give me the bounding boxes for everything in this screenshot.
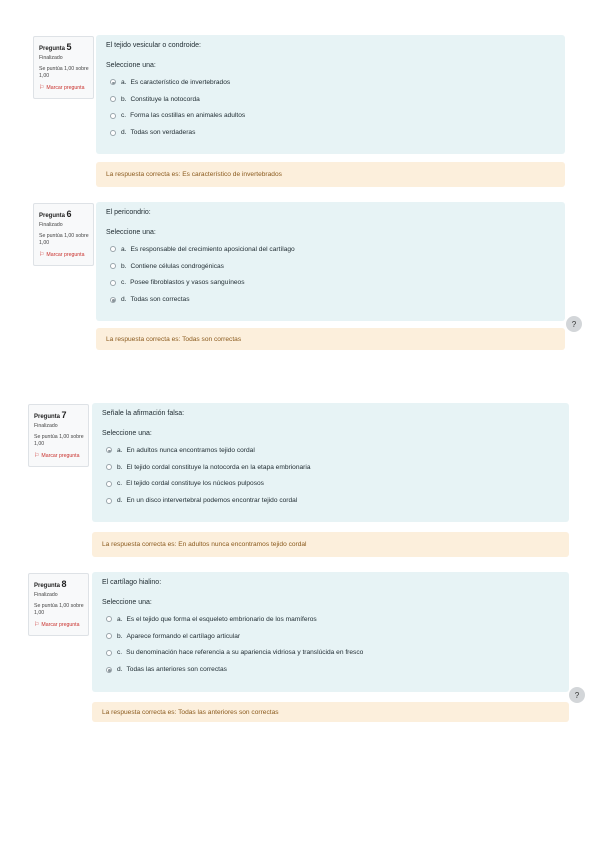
question-grade: Se puntúa 1,00 sobre 1,00 (39, 65, 89, 80)
answer-letter: b. (117, 463, 123, 471)
answer-letter: d. (117, 666, 123, 674)
radio-button[interactable] (110, 79, 116, 85)
flag-icon: ⚐ (34, 453, 40, 460)
flag-label: Marcar pregunta (46, 252, 85, 259)
answer-option-b[interactable] (102, 628, 559, 645)
radio-button[interactable] (106, 650, 112, 656)
answer-option-d[interactable] (102, 492, 559, 509)
correct-answer-feedback: La respuesta correcta es: Todas las anteriores son correctas (92, 702, 569, 722)
answer-list (106, 74, 555, 141)
answer-letter: b. (117, 632, 123, 640)
answer-option-d[interactable] (106, 124, 555, 141)
flag-question-link[interactable] (39, 251, 89, 259)
question-info (28, 404, 89, 467)
question-grade: Se puntúa 1,00 sobre 1,00 (34, 433, 84, 448)
correct-answer-feedback: La respuesta correcta es: En adultos nunca encontramos tejido cordal (92, 532, 569, 557)
answer-letter: c. (121, 279, 127, 287)
answer-text: Forma las costillas en animales adultos (130, 112, 246, 120)
answer-letter: d. (121, 129, 127, 137)
flag-question-link[interactable] (34, 452, 84, 460)
answer-letter: d. (117, 497, 123, 505)
flag-question-link[interactable] (34, 621, 84, 629)
question-state: Finalizado (34, 422, 58, 429)
correct-answer-feedback: La respuesta correcta es: Todas son correctas (96, 328, 565, 350)
question-number: 6 (66, 209, 72, 219)
question-text: Señale la afirmación falsa: (102, 410, 185, 417)
answer-option-d[interactable] (106, 291, 555, 308)
question-info (33, 203, 94, 266)
question-state: Finalizado (34, 591, 58, 598)
answer-prompt: Seleccione una: (106, 229, 156, 236)
radio-button[interactable] (110, 297, 116, 303)
answer-text: El tejido cordal constituye la notocorda en la etapa embrionaria (126, 463, 311, 471)
question-text: El cartílago hialino: (102, 579, 162, 586)
answer-option-a[interactable] (106, 241, 555, 258)
question-label: Pregunta (39, 46, 66, 52)
question-label: Pregunta (34, 414, 61, 420)
radio-button[interactable] (106, 616, 112, 622)
question-state: Finalizado (39, 221, 63, 228)
question-number: 7 (61, 410, 67, 420)
answer-letter: a. (117, 615, 123, 623)
answer-text: Todas son verdaderas (130, 129, 196, 137)
radio-button[interactable] (110, 96, 116, 102)
answer-list (106, 241, 555, 308)
radio-button[interactable] (110, 280, 116, 286)
flag-icon: ⚐ (39, 85, 45, 92)
answer-option-a[interactable] (102, 442, 559, 459)
question-text: El pericondrio: (106, 209, 151, 216)
flag-label: Marcar pregunta (41, 622, 80, 629)
question-label: Pregunta (39, 213, 66, 219)
answer-letter: c. (117, 480, 123, 488)
question-formulation (92, 572, 569, 692)
help-button[interactable]: ? (566, 316, 582, 332)
answer-letter: b. (121, 95, 127, 103)
answer-prompt: Seleccione una: (106, 62, 156, 69)
answer-text: Es característico de invertebrados (130, 78, 231, 86)
question-number: 5 (66, 42, 72, 52)
answer-letter: a. (121, 78, 127, 86)
flag-label: Marcar pregunta (41, 453, 80, 460)
question-formulation (96, 35, 565, 154)
answer-option-c[interactable] (106, 275, 555, 292)
question-text: El tejido vesicular o condroide: (106, 42, 201, 49)
flag-icon: ⚐ (39, 252, 45, 259)
flag-icon: ⚐ (34, 622, 40, 629)
answer-option-c[interactable] (102, 645, 559, 662)
flag-label: Marcar pregunta (46, 85, 85, 92)
radio-button[interactable] (110, 246, 116, 252)
answer-letter: b. (121, 262, 127, 270)
question-info (28, 573, 89, 636)
answer-letter: a. (121, 245, 127, 253)
answer-text: Es el tejido que forma el esqueleto embrionario de los mamíferos (126, 615, 317, 623)
radio-button[interactable] (110, 263, 116, 269)
answer-text: Su denominación hace referencia a su apariencia vidriosa y translúcida en fresco (126, 649, 364, 657)
help-button[interactable]: ? (569, 687, 585, 703)
question-number: 8 (61, 579, 67, 589)
answer-text: El tejido cordal constituye los núcleos pulposos (126, 480, 264, 488)
answer-text: Constituye la notocorda (130, 95, 200, 103)
flag-question-link[interactable] (39, 84, 89, 92)
answer-option-c[interactable] (106, 108, 555, 125)
answer-text: Contiene células condrogénicas (130, 262, 224, 270)
radio-button[interactable] (110, 130, 116, 136)
radio-button[interactable] (106, 481, 112, 487)
question-label: Pregunta (34, 583, 61, 589)
answer-list (102, 442, 559, 509)
answer-letter: c. (121, 112, 127, 120)
radio-button[interactable] (110, 113, 116, 119)
radio-button[interactable] (106, 667, 112, 673)
question-formulation (96, 202, 565, 321)
answer-option-a[interactable] (102, 611, 559, 628)
answer-option-d[interactable] (102, 661, 559, 678)
answer-option-a[interactable] (106, 74, 555, 91)
answer-text: Todas las anteriores son correctas (126, 666, 227, 674)
question-grade: Se puntúa 1,00 sobre 1,00 (39, 232, 89, 247)
answer-text: Todas son correctas (130, 296, 190, 304)
radio-button[interactable] (106, 498, 112, 504)
answer-list (102, 611, 559, 678)
correct-answer-feedback: La respuesta correcta es: Es característico de invertebrados (96, 162, 565, 187)
answer-text: En un disco intervertebral podemos encontrar tejido cordal (126, 497, 298, 505)
question-grade: Se puntúa 1,00 sobre 1,00 (34, 602, 84, 617)
answer-prompt: Seleccione una: (102, 599, 152, 606)
answer-option-b[interactable] (106, 91, 555, 108)
answer-option-b[interactable] (102, 459, 559, 476)
question-info (33, 36, 94, 99)
answer-text: Es responsable del crecimiento aposicional del cartílago (130, 245, 295, 253)
answer-letter: a. (117, 446, 123, 454)
answer-text: Posee fibroblastos y vasos sanguíneos (130, 279, 245, 287)
answer-letter: d. (121, 296, 127, 304)
radio-button[interactable] (106, 633, 112, 639)
answer-option-b[interactable] (106, 258, 555, 275)
answer-text: En adultos nunca encontramos tejido cordal (126, 446, 255, 454)
radio-button[interactable] (106, 447, 112, 453)
answer-letter: c. (117, 649, 123, 657)
question-formulation (92, 403, 569, 522)
answer-text: Aparece formando el cartílago articular (126, 632, 241, 640)
answer-option-c[interactable] (102, 476, 559, 493)
question-state: Finalizado (39, 54, 63, 61)
radio-button[interactable] (106, 464, 112, 470)
answer-prompt: Seleccione una: (102, 430, 152, 437)
